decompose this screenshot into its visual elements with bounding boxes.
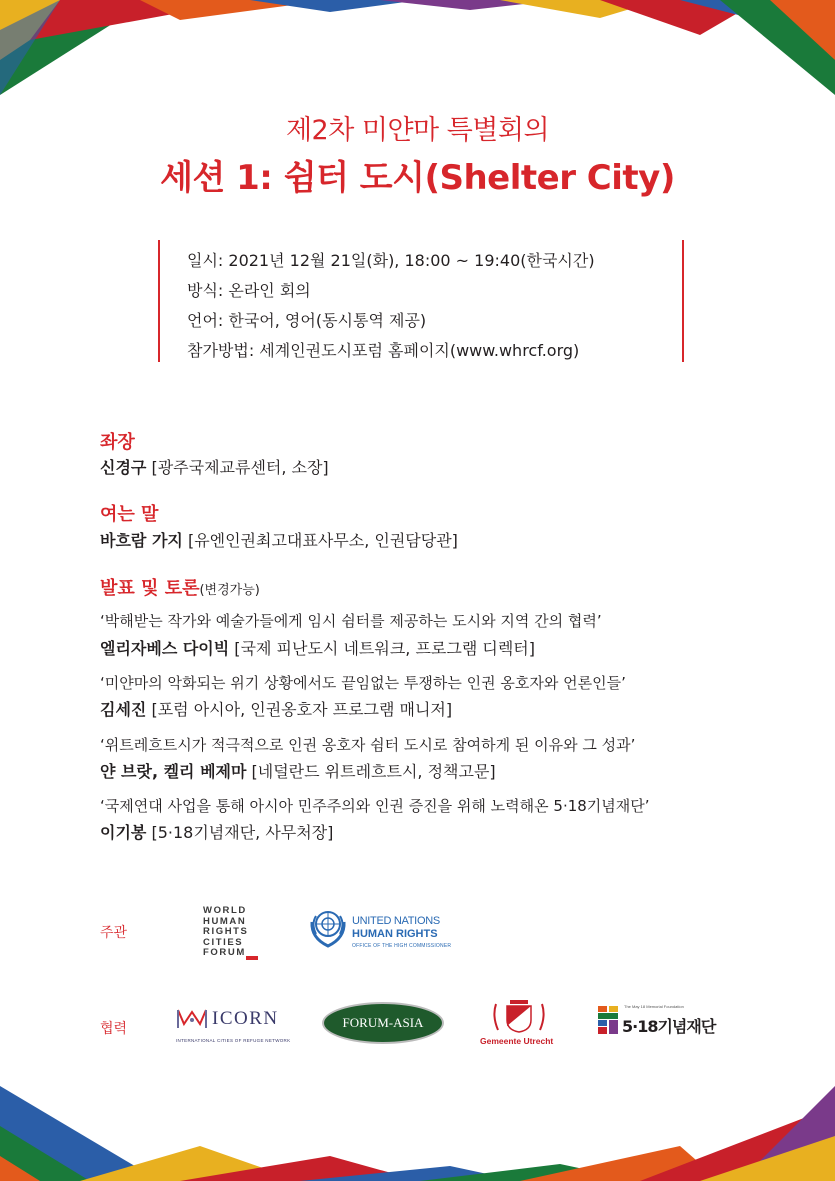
icorn-logo-subtext: INTERNATIONAL CITIES OF REFUGE NETWORK (176, 1038, 291, 1043)
presentations-heading-text: 발표 및 토론 (100, 578, 200, 599)
presenter-affiliation: [5·18기념재단, 사무처장] (146, 823, 334, 842)
presenter-line (100, 636, 535, 659)
presenter-affiliation: [네덜란드 위트레흐트시, 정책고문] (246, 762, 496, 781)
presentation-topic: ‘국제연대 사업을 통해 아시아 민주주의와 인권 증진을 위해 노력해온 5·18기념재단’ (100, 797, 650, 815)
whrcf-logo-line: CITIES (203, 936, 244, 948)
un-logo-line3: OFFICE OF THE HIGH COMMISSIONER (352, 943, 452, 949)
presentation-topic: ‘박해받는 작가와 예술가들에게 임시 쉼터를 제공하는 도시와 지역 간의 협력’ (100, 612, 602, 630)
forum-asia-logo-text: FORUM-ASIA (342, 1015, 424, 1030)
event-language: 언어: 한국어, 영어(동시통역 제공) (187, 311, 427, 330)
opening-affiliation: [유엔인권최고대표사무소, 인권담당관] (182, 531, 458, 550)
presenter-line (100, 697, 452, 720)
f518-logo-subtext: The May 18 Memorial Foundation (624, 1004, 684, 1009)
f518-icon (596, 1004, 620, 1036)
un-emblem-icon (307, 904, 349, 950)
event-info-box (158, 240, 684, 362)
top-decoration (0, 0, 835, 95)
icorn-icon (176, 1006, 208, 1032)
event-date: 일시: 2021년 12월 21일(화), 18:00 ~ 19:40(한국시간) (187, 251, 595, 270)
whrcf-logo-line: RIGHTS (203, 926, 249, 937)
presentations-heading (100, 574, 260, 600)
whrcf-logo-line: WORLD (203, 905, 247, 916)
event-title: 제2차 미얀마 특별회의 (285, 115, 550, 146)
forum-asia-logo (322, 1002, 444, 1044)
un-logo-line1: UNITED NATIONS (352, 915, 440, 927)
presenter-line (100, 759, 496, 782)
event-method: 방식: 온라인 회의 (187, 281, 311, 300)
whrcf-logo (203, 906, 249, 959)
presentation-topic: ‘위트레흐트시가 적극적으로 인권 옹호자 쉼터 도시로 참여하게 된 이유와 그 성과’ (100, 736, 636, 754)
presenter-name: 김세진 (100, 700, 147, 719)
presenter-name: 엘리자베스 다이빅 (100, 639, 230, 658)
opening-heading: 여는 말 (100, 504, 159, 525)
presenter-name: 이기봉 (100, 823, 147, 842)
presenter-line (100, 820, 333, 843)
f518-logo-text: 5·18기념재단 (622, 1017, 716, 1036)
cooperation-label: 협력 (100, 1021, 128, 1037)
utrecht-logo-text: Gemeente Utrecht (480, 1036, 554, 1046)
session-title: 세션 1: 쉼터 도시(Shelter City) (160, 158, 675, 198)
presenter-affiliation: [포럼 아시아, 인권옹호자 프로그램 매니저] (146, 700, 453, 719)
utrecht-crest-icon (490, 998, 548, 1034)
whrcf-logo-line: FORUM (203, 947, 246, 958)
host-label: 주관 (100, 925, 128, 941)
un-logo-line2: HUMAN RIGHTS (352, 928, 438, 940)
opening-line (100, 528, 458, 551)
opening-name: 바흐람 가지 (100, 531, 183, 550)
presentation-topic: ‘미얀마의 악화되는 위기 상황에서도 끝임없는 투쟁하는 인권 옹호자와 언론인들’ (100, 674, 626, 692)
event-participation: 참가방법: 세계인권도시포럼 홈페이지(www.whrcf.org) (187, 341, 580, 360)
bottom-decoration (0, 1086, 835, 1181)
chair-name: 신경구 (100, 458, 147, 477)
whrcf-logo-line: HUMAN (203, 915, 247, 927)
chair-heading: 좌장 (100, 432, 135, 453)
chair-line (100, 455, 329, 478)
presenter-name: 얀 브랏, 켈리 베제마 (100, 762, 247, 781)
presenter-affiliation: [국제 피난도시 네트워크, 프로그램 디렉터] (229, 639, 535, 658)
chair-affiliation: [광주국제교류센터, 소장] (146, 458, 329, 477)
icorn-logo-text: ICORN (212, 1008, 279, 1029)
presentations-heading-note: (변경가능) (199, 583, 260, 598)
whrcf-accent-icon (246, 954, 258, 962)
